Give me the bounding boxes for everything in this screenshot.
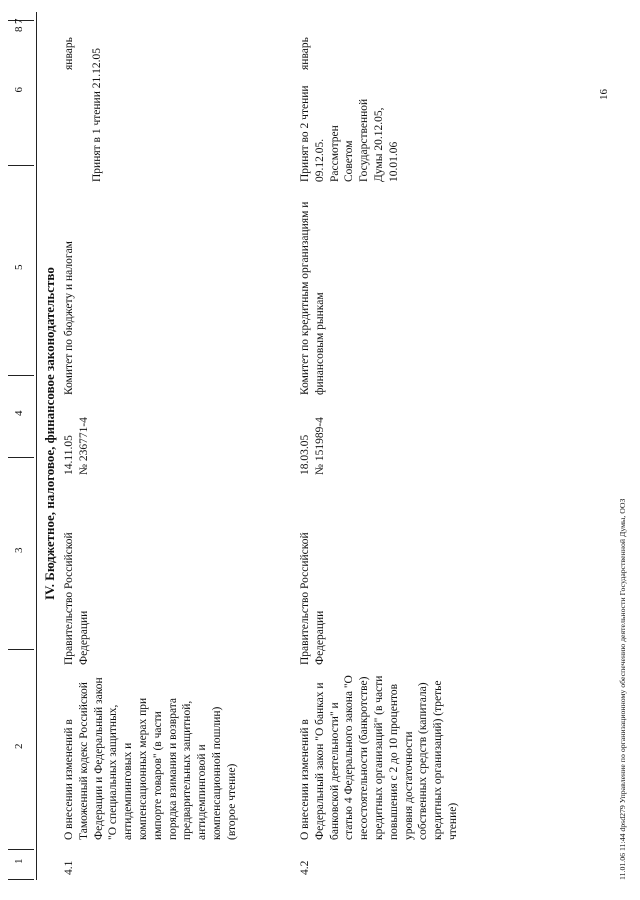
column-number-cell: [8, 375, 34, 458]
column-number-row: [6, 12, 37, 880]
bill-status: Принят во 2 чтении 09.12.05. Рассмотрен Советом Государственной Думы 20.12.05, 10.01.06: [299, 85, 400, 182]
bill-date-number: 18.03.05 № 151989-4: [299, 417, 326, 475]
footer-print-info: 11.01.06 11:44 dpsd279 Управление по организационному обеспечению деятельности Государственной Думы, ООЗ: [618, 498, 627, 880]
column-number: 1: [13, 858, 25, 864]
bill-title: О внесении изменений в Федеральный закон "О банках и банковской деятельности" и статью 4 Федерального закона "О несостоятельности (банкротстве) кредитных организаций" (в части повышения с 2 до 10 процентов уровня достаточности собственных средств (капитала) кредитных организаций) (третье чтение): [299, 675, 459, 840]
column-number: 5: [13, 264, 25, 270]
bill-term: январь: [299, 37, 311, 70]
column-number: 3: [13, 547, 25, 553]
row-number: 4.2: [299, 860, 311, 875]
bill-author: Правительство Российской Федерации: [299, 532, 326, 665]
bill-term: январь: [63, 37, 75, 70]
bill-committee: Комитет по кредитным организациям и финансовым рынкам: [299, 201, 326, 395]
bill-author: Правительство Российской Федерации: [63, 532, 90, 665]
column-number-cell: [8, 849, 34, 880]
column-number: 7: [13, 18, 25, 24]
column-number-cell: [8, 18, 34, 24]
column-number-cell: [8, 649, 34, 850]
column-number-cell: [8, 20, 34, 166]
row-number: 4.1: [63, 860, 75, 875]
bill-date-number: 14.11.05 № 236771-4: [63, 417, 90, 475]
column-number: 6: [13, 87, 25, 93]
column-number: 8: [13, 26, 25, 32]
column-number: 2: [13, 743, 25, 749]
column-number: 4: [13, 410, 25, 416]
bill-title: О внесении изменений в Таможенный кодекс Российской Федерации и Федеральный закон "О специальных защитных, антидемпинговых и компенсационных мерах при импорте товаров" (в части порядка взимания и возврата предварительных защитной, антидемпинговой и компенсационной пошлин) (второе чтение): [63, 677, 238, 840]
column-number-cell: [8, 165, 34, 376]
column-number-cell: [8, 457, 34, 650]
bill-status: Принят в 1 чтении 21.12.05: [91, 48, 103, 182]
section-title: IV. Бюджетное, налоговое, финансовое законодательство: [42, 267, 57, 600]
page-number: 16: [598, 89, 610, 100]
bill-committee: Комитет по бюджету и налогам: [63, 241, 75, 395]
